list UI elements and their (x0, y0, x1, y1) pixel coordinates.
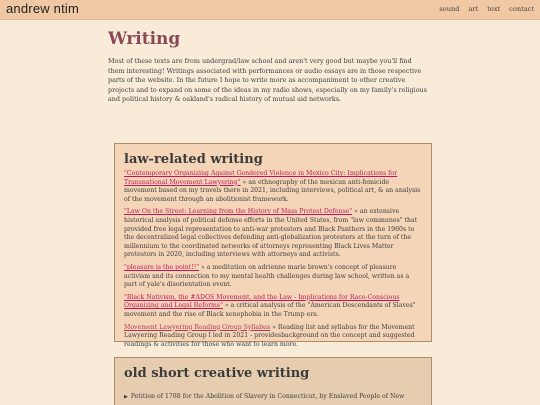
entry-description: » Reading list and syllabus for the Movement Lawyering Reading Group I led in 2021 - providesbackground on the concept and suggested readings & activities for those who want to learn more. (124, 323, 415, 348)
entry-link-law-on-the-street[interactable]: "Law On the Street: Learning from the History of Mass Protest Defense" (124, 208, 353, 216)
intro-paragraph: Most of these texts are from undergrad/law school and aren't very good but maybe you'll find them interesting! Writings associated with performances or audio essays are in those respective parts of the website. In the future I hope to write more as accompaniment to other creative projects and to expand on some of the ideas in my radio shows, especially on my family's religious and political history & oakland's radical history of mutual aid networks. (108, 57, 427, 104)
nav-text[interactable]: text (487, 5, 501, 13)
item-label: Petition of 1788 for the Abolition of Slavery in Connecticut, by Enslaved People of New (130, 393, 405, 400)
section-heading: law-related writing (124, 152, 263, 167)
list-item (124, 294, 422, 320)
creative-writing-section (114, 357, 432, 405)
entry-description: » an extensive historical analysis of political defense efforts in the United States, from "law communes" that provided free legal representation to anti-war protestors and Black Panthers in the 1960s to the decentralized legal collectives defending anti-globalization protesters at the turn of the millennium to the coordinated networks of attorneys representing Black Lives Matter protestors in 2020, including interviews with attorneys and activists. (124, 208, 418, 259)
main-nav (439, 5, 534, 13)
entry-link-black-nativism[interactable]: "Black Nativism, the #ADOS Movement, and the Law - Implications for Race-Conscious Organizing and Legal Reforms" (124, 293, 400, 310)
section-heading: old short creative writing (124, 366, 310, 381)
top-bar (0, 0, 540, 20)
page-title: Writing (108, 29, 181, 49)
nav-art[interactable]: art (468, 5, 479, 13)
list-item (124, 170, 422, 204)
list-item (124, 264, 422, 290)
disclosure-triangle-icon[interactable]: ▶ (124, 394, 128, 400)
entry-link-pleasure[interactable]: "pleasure is the point!!" (124, 263, 200, 271)
entry-description: » a critical analysis of the "American Descendants of Slaves" movement and the rise of Black xenophobia in the Trump era. (124, 302, 416, 318)
entry-description: » an ethnography of the mexican anti-femicide movement based on my travels there in 2021, including interviews, political art, & an analysis of the movement through an abolitionist framework. (124, 178, 421, 203)
law-writing-section (114, 143, 432, 348)
entry-description: » a meditation on adrienne marie brown's concept of pleasure activism and its connection to my mental health challenges during law school, written as a part of yale's disorientation event. (124, 263, 410, 289)
list-item (124, 208, 422, 260)
entry-link-gendered-violence[interactable]: "Contemporary Organizing Against Gendered Violence in Mexico City: Implications for Transnational Movement Lawyering" (124, 170, 398, 186)
list-item (124, 324, 422, 350)
nav-sound[interactable]: sound (439, 5, 460, 13)
list-item[interactable] (124, 393, 422, 402)
entry-link-syllabus[interactable]: Movement Lawyering Reading Group Syllabus (124, 323, 271, 331)
site-brand[interactable]: andrew ntim (6, 1, 80, 16)
nav-contact[interactable]: contact (509, 5, 534, 13)
